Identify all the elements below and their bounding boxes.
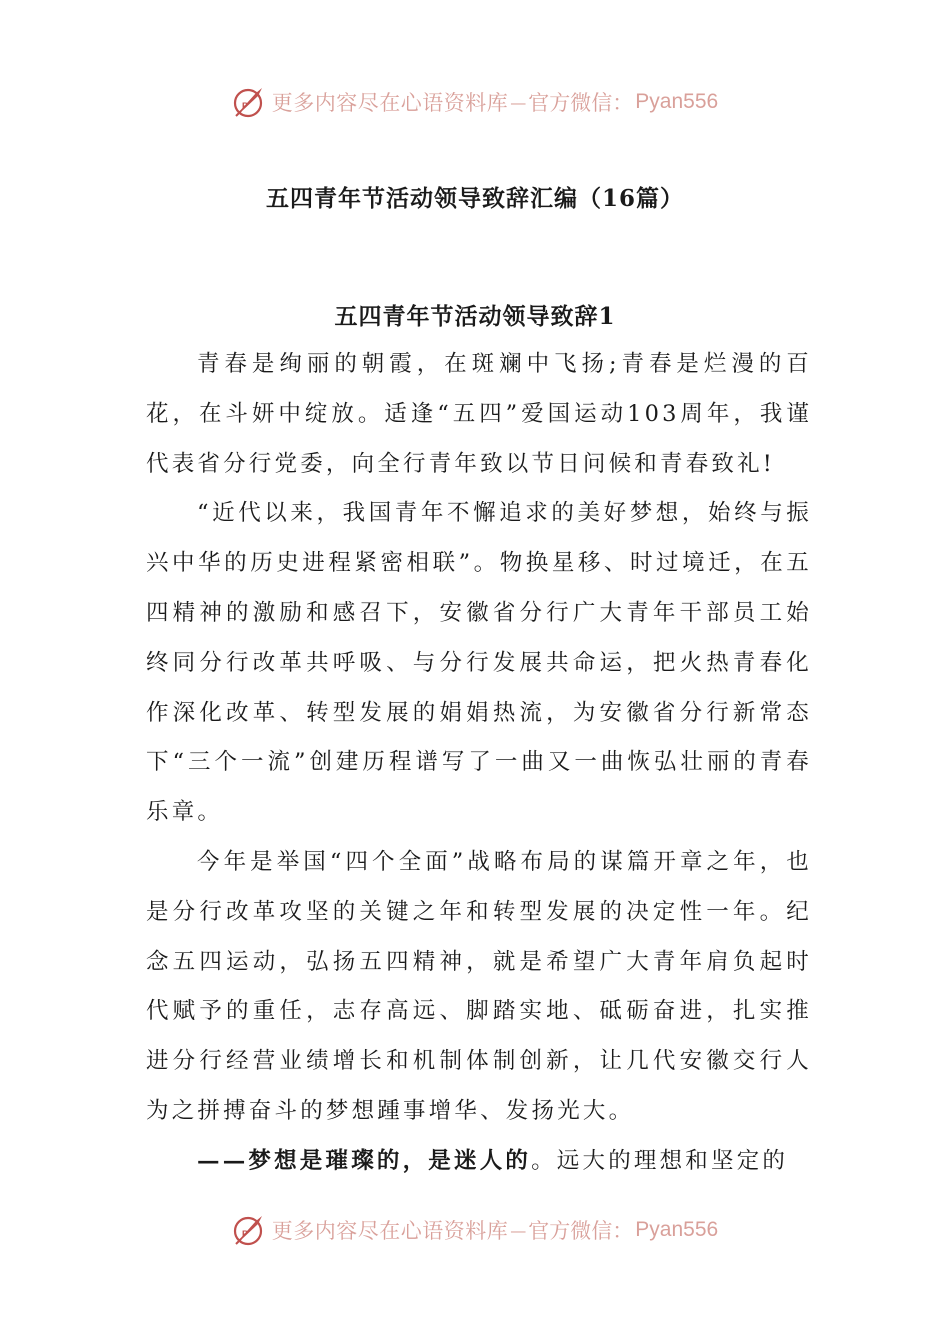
banner-separator: — [510, 92, 527, 112]
quill-logo-icon [232, 85, 266, 119]
document-title: 五四青年节活动领导致辞汇编（16篇） [265, 185, 684, 212]
bold-lead-text: ——梦想是璀璨的，是迷人的 [197, 1147, 532, 1174]
banner-wechat-id: Pyan556 [635, 1218, 719, 1241]
quill-logo-icon [232, 1213, 266, 1247]
paragraph: 青春是绚丽的朝霞，在斑斓中飞扬;青春是烂漫的百花，在斗妍中绽放。适逢“五四”爱国运动103周年，我谨代表省分行党委，向全行青年致以节日问候和青春致礼! [146, 351, 812, 477]
banner-slogan: 更多内容尽在心语资料库 [271, 91, 509, 115]
paragraph: 今年是举国“四个全面”战略布局的谋篇开章之年，也是分行改革攻坚的关键之年和转型发展的决定性一年。纪念五四运动，弘扬五四精神，就是希望广大青年肩负起时代赋予的重任，志存高远、脚踏实地、砥砺奋进，扎实推进分行经营业绩增长和机制体制创新，让几代安徽交行人为之拼搏奋斗的梦想踵事增华、发扬光大。 [146, 848, 812, 1124]
paragraph [146, 1137, 812, 1187]
section-title: 五四青年节活动领导致辞1 [334, 303, 616, 330]
banner-wechat-id: Pyan556 [635, 90, 719, 113]
paragraph: “近代以来，我国青年不懈追求的美好梦想，始终与振兴中华的历史进程紧密相联”。物换星移、时过境迁，在五四精神的激励和感召下，安徽省分行广大青年干部员工始终同分行改革共呼吸、与分行发展共命运，把火热青春化作深化改革、转型发展的娟娟热流，为安徽省分行新常态下“三个一流”创建历程谱写了一曲又一曲恢弘壮丽的青春乐章。 [146, 500, 812, 826]
banner-wechat-label: 官方微信： [528, 1219, 634, 1243]
paragraph-continuation: 。远大的理想和坚定的 [531, 1147, 789, 1174]
svg-text:P: P [241, 101, 248, 111]
footer-banner [0, 1210, 950, 1250]
document-body [146, 340, 812, 1187]
header-banner [0, 82, 950, 122]
banner-separator: — [510, 1220, 527, 1240]
svg-text:P: P [241, 1229, 248, 1239]
banner-slogan: 更多内容尽在心语资料库 [271, 1219, 509, 1243]
banner-wechat-label: 官方微信： [528, 91, 634, 115]
